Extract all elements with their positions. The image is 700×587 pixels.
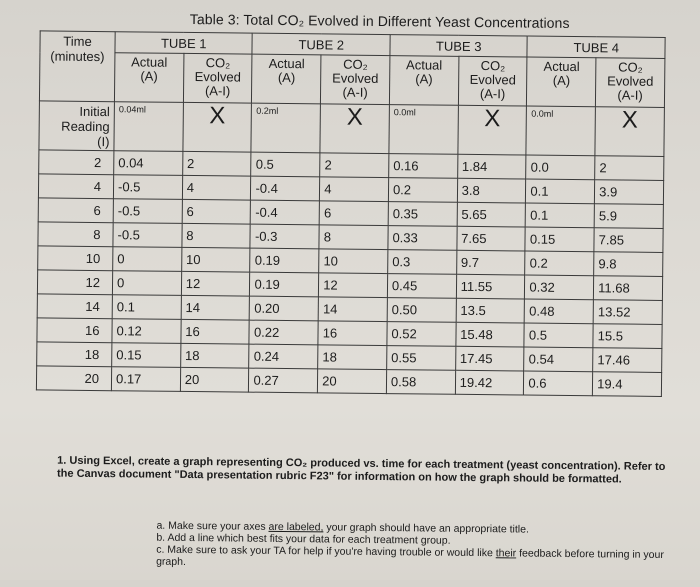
- tube-2-header: TUBE 2: [252, 33, 390, 55]
- actual-cell: 0.15: [525, 227, 594, 252]
- co2-cell: 2: [595, 156, 664, 181]
- actual-cell: 0.0: [526, 155, 595, 180]
- co2-cell: 10: [319, 249, 388, 274]
- co2-cell: 18: [318, 345, 387, 370]
- co2-cell: 2: [320, 153, 389, 178]
- co2-cell: 19.42: [455, 370, 524, 395]
- co2-cell: 18: [180, 343, 249, 368]
- co2-cell: 6: [182, 199, 251, 224]
- co2-cell: 16: [318, 321, 387, 346]
- co2-cell: 1.84: [457, 154, 526, 179]
- sub-questions: [156, 520, 676, 573]
- actual-cell: 0.3: [388, 250, 457, 275]
- actual-cell: 0.16: [389, 154, 458, 179]
- actual-cell: 0.35: [388, 202, 457, 227]
- time-cell: 12: [37, 270, 112, 295]
- sub-question-c: c. Make sure to ask your TA for help if you're having trouble or would like their feedback before turning in your graph.: [156, 543, 664, 568]
- time-cell: 8: [38, 222, 113, 247]
- co2-cell: 3.9: [595, 180, 664, 205]
- actual-cell: 0.5: [251, 152, 320, 177]
- actual-cell: 0.1: [526, 203, 595, 228]
- actual-cell: 0.6: [524, 371, 593, 396]
- tube-3-header: TUBE 3: [390, 35, 528, 57]
- actual-cell: 0.19: [250, 248, 319, 273]
- time-header: Time (minutes): [39, 31, 115, 102]
- actual-cell: 0: [113, 247, 182, 272]
- co2-cell: 8: [319, 225, 388, 250]
- table-row: [36, 366, 661, 397]
- co2-cell: 5.9: [594, 204, 663, 229]
- co2-cell: 11.68: [594, 276, 663, 301]
- actual-cell: 0.5: [524, 323, 593, 348]
- co2-cell: 12: [319, 273, 388, 298]
- actual-cell: 0.12: [112, 319, 181, 344]
- question-1: 1. Using Excel, create a graph representing CO₂ produced vs. time for each treatment (yeast concentration). Refer to the Canvas document "Data presentation rubric F23" for information on how the graph should be formatted.: [56, 454, 666, 486]
- co2-cell: 15.48: [456, 322, 525, 347]
- actual-cell: 0: [112, 271, 181, 296]
- time-cell: 18: [37, 342, 112, 367]
- time-cell: 10: [38, 246, 113, 271]
- actual-cell: 0.55: [387, 346, 456, 371]
- time-cell: 14: [37, 294, 112, 319]
- co2-cell: 20: [318, 369, 387, 394]
- actual-header: Actual (A): [114, 53, 183, 103]
- initial-reading-label: Initial Reading (I): [39, 101, 114, 151]
- time-cell: 16: [37, 318, 112, 343]
- actual-cell: 0.04: [114, 151, 183, 176]
- time-cell: 20: [36, 366, 111, 391]
- actual-cell: 0.22: [249, 320, 318, 345]
- actual-cell: 0.58: [386, 370, 455, 395]
- initial-value: 0.2ml: [251, 103, 320, 153]
- sub-question-a: a. Make sure your axes are labeled, your graph should have an appropriate title.: [156, 519, 529, 536]
- time-cell: 6: [38, 198, 113, 223]
- co2-cell: 11.55: [456, 274, 525, 299]
- co2-cell: 6: [319, 201, 388, 226]
- actual-header: Actual (A): [252, 54, 321, 104]
- actual-cell: 0.17: [111, 367, 180, 392]
- co2-cell: 4: [182, 175, 251, 200]
- actual-cell: 0.2: [388, 178, 457, 203]
- co2-cell: 4: [320, 177, 389, 202]
- actual-cell: -0.5: [113, 199, 182, 224]
- table-title: Table 3: Total CO₂ Evolved in Different Yeast Concentrations: [189, 10, 570, 31]
- co2-cell: 7.65: [457, 226, 526, 251]
- co2-cell: 17.46: [593, 348, 662, 373]
- co2-cell: 9.8: [594, 252, 663, 277]
- initial-reading-row: [39, 101, 664, 157]
- time-cell: 4: [38, 174, 113, 199]
- initial-value: 0.04ml: [114, 102, 183, 152]
- actual-cell: 0.15: [112, 343, 181, 368]
- co2-cell: 13.5: [456, 298, 525, 323]
- time-cell: 2: [39, 150, 114, 175]
- initial-value: 0.0ml: [526, 106, 595, 156]
- co2-header: CO₂ Evolved (A-I): [321, 55, 390, 105]
- co2-data-table: [36, 30, 666, 397]
- co2-cell: 14: [181, 295, 250, 320]
- actual-cell: -0.4: [251, 200, 320, 225]
- sub-question-b: b. Add a line which best fits your data for each treatment group.: [156, 531, 451, 547]
- co2-cell: 15.5: [593, 324, 662, 349]
- co2-cell: 20: [180, 367, 249, 392]
- co2-cell: 5.65: [457, 202, 526, 227]
- actual-cell: -0.5: [113, 223, 182, 248]
- co2-cell: 7.85: [594, 228, 663, 253]
- co2-cell: 13.52: [593, 300, 662, 325]
- co2-cell: 2: [182, 151, 251, 176]
- actual-cell: 0.24: [249, 344, 318, 369]
- co2-cell: 8: [182, 223, 251, 248]
- actual-cell: 0.33: [388, 226, 457, 251]
- tube-4-header: TUBE 4: [527, 36, 665, 58]
- co2-cell: 19.4: [593, 372, 662, 397]
- co2-cell: 9.7: [456, 250, 525, 275]
- co2-cell: 14: [318, 297, 387, 322]
- co2-cell: 17.45: [455, 346, 524, 371]
- actual-header: Actual (A): [527, 57, 596, 107]
- actual-cell: -0.5: [113, 175, 182, 200]
- x-mark: X: [458, 105, 527, 155]
- actual-cell: -0.4: [251, 176, 320, 201]
- actual-cell: 0.1: [112, 295, 181, 320]
- actual-cell: 0.48: [525, 299, 594, 324]
- co2-cell: 3.8: [457, 178, 526, 203]
- x-mark: X: [320, 104, 389, 154]
- initial-value: 0.0ml: [389, 105, 458, 155]
- actual-cell: 0.45: [387, 274, 456, 299]
- co2-cell: 12: [181, 271, 250, 296]
- actual-cell: 0.32: [525, 275, 594, 300]
- actual-cell: 0.20: [250, 296, 319, 321]
- co2-header: CO₂ Evolved (A-I): [596, 58, 665, 108]
- tube-1-header: TUBE 1: [115, 32, 253, 54]
- co2-header: CO₂ Evolved (A-I): [458, 56, 527, 106]
- actual-cell: 0.1: [526, 179, 595, 204]
- x-mark: X: [183, 102, 252, 152]
- co2-cell: 16: [181, 319, 250, 344]
- co2-header: CO₂ Evolved (A-I): [183, 53, 252, 103]
- actual-cell: 0.54: [524, 347, 593, 372]
- actual-cell: -0.3: [250, 224, 319, 249]
- x-mark: X: [595, 107, 664, 157]
- column-subheaders: [39, 52, 664, 108]
- co2-cell: 10: [181, 247, 250, 272]
- actual-header: Actual (A): [389, 56, 458, 106]
- actual-cell: 0.50: [387, 298, 456, 323]
- actual-cell: 0.2: [525, 251, 594, 276]
- actual-cell: 0.19: [250, 272, 319, 297]
- actual-cell: 0.27: [249, 368, 318, 393]
- actual-cell: 0.52: [387, 322, 456, 347]
